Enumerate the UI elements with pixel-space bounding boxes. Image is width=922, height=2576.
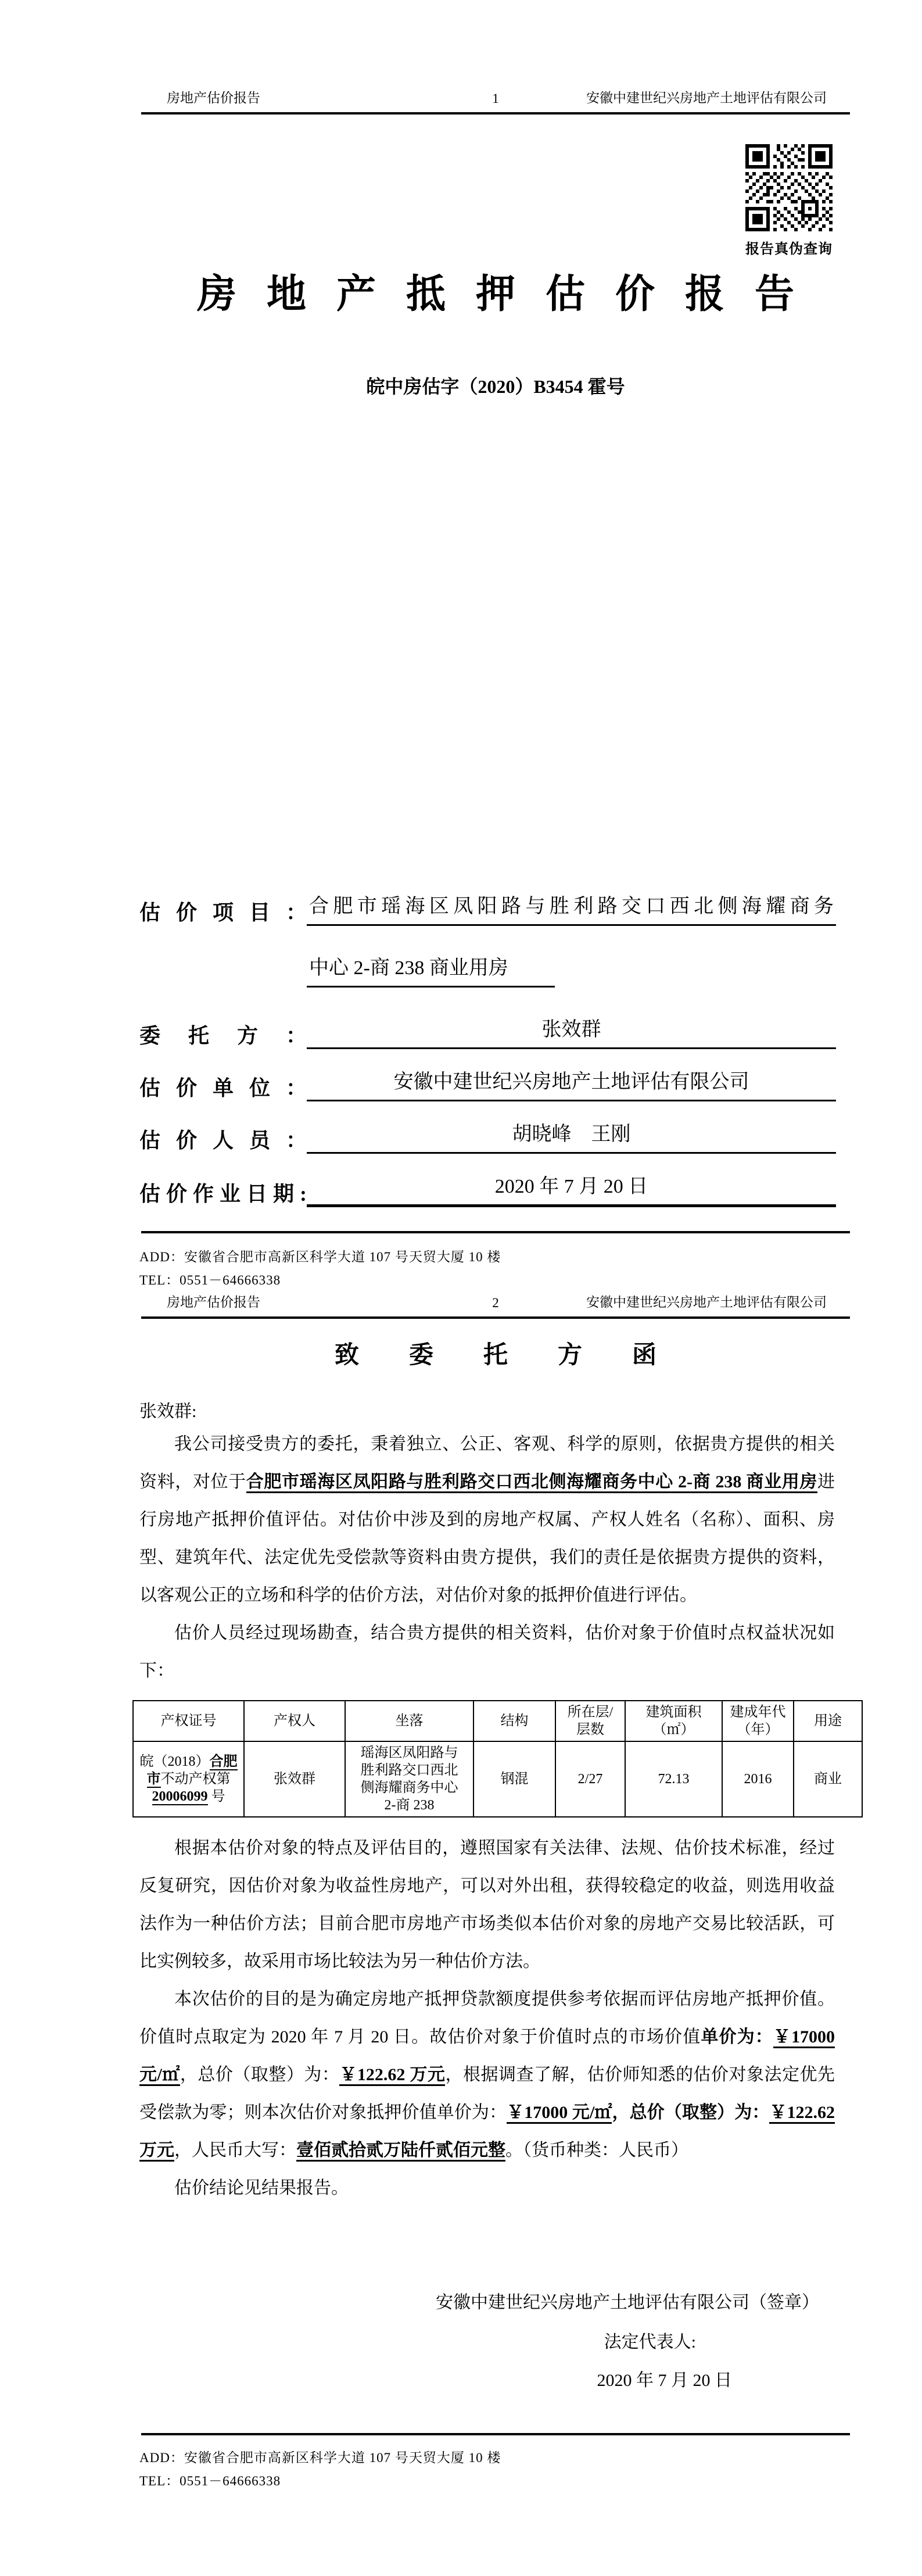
- letter-salutation: 张效群:: [139, 1402, 197, 1421]
- field-value-project-line1: 合肥市瑶海区凤阳路与胜利路交口西北侧海耀商务: [307, 894, 836, 926]
- p4-capitals-label: ，人民币大写：: [174, 2141, 296, 2160]
- page1-footer-phone: TEL：0551－64666338: [139, 1273, 281, 1287]
- p4-total-value-1: ￥122.62 万元: [339, 2065, 445, 2086]
- page1-running-header: [141, 87, 850, 115]
- field-value-agency: 安徽中建世纪兴房地产土地评估有限公司: [307, 1069, 836, 1101]
- cert-number-underlined: 20006099: [152, 1789, 208, 1804]
- page2-running-header: [141, 1291, 850, 1319]
- p4-total-label-2: ，总价（取整）为：: [612, 2103, 770, 2122]
- page2-footer-address: ADD：安徽省合肥市高新区科学大道 107 号天贸大厦 10 楼: [139, 2450, 501, 2465]
- p1-subject-property: 合肥市瑶海区凤阳路与胜利路交口西北侧海耀商务中心 2-商 238 商业用房: [246, 1472, 817, 1493]
- field-label-client: 委托方：: [139, 1024, 307, 1048]
- header-doc-type: 房地产估价报告: [167, 91, 260, 105]
- paragraph-inspection: 估价人员经过现场勘查，结合贵方提供的相关资料，估价对象于价值时点权益状况如下：: [139, 1623, 835, 1680]
- field-row-date: [139, 1174, 836, 1207]
- cell-usage: 商业: [794, 1741, 862, 1817]
- p1-text-pre: 我公司接受贵方的委托，秉着独立、公正、客观、科学的原则，依据贵方提供的相关资料，对位于: [139, 1434, 835, 1491]
- col-header-usage: 用途: [794, 1701, 862, 1741]
- letter-title: 致委托方函: [334, 1342, 706, 1369]
- field-value-client: 张效群: [307, 1017, 836, 1049]
- qr-caption: 报告真伪查询: [745, 242, 833, 257]
- p4-text-pre: 本次估价的目的是为确定房地产抵押贷款额度提供参考依据而评估房地产抵押价值。价值时点取定为 2020 年 7 月 20 日。故估价对象于价值时点的市场价值: [139, 1990, 835, 2047]
- field-label-project: 估价项目：: [139, 901, 307, 925]
- p4-mortgage-unit-price: ￥17000 元/㎡: [507, 2103, 612, 2124]
- field-label-date: 估价作业日期:: [139, 1182, 307, 1206]
- cert-suffix: 号: [207, 1789, 225, 1804]
- field-row-project-line2: [307, 956, 555, 988]
- col-header-owner: 产权人: [244, 1701, 345, 1741]
- p4-unit-price-value: ￥17000 元/㎡: [139, 2027, 835, 2086]
- qr-verification-block: [742, 144, 835, 257]
- p4-total-label-1: ，总价（取整）为：: [180, 2065, 340, 2084]
- signature-company-seal: 安徽中建世纪兴房地产土地评估有限公司（签章）: [436, 2293, 819, 2312]
- p4-text-post: 。（货币种类：人民币）: [505, 2141, 688, 2160]
- report-number: 皖中房估字（2020）B3454 霍号: [366, 376, 625, 397]
- field-label-agency: 估价单位：: [139, 1076, 307, 1100]
- cell-structure: 钢混: [473, 1741, 555, 1817]
- paragraph-valuation-result: [139, 1980, 835, 2169]
- page1-footer-address: ADD：安徽省合肥市高新区科学大道 107 号天贸大厦 10 楼: [139, 1250, 501, 1264]
- property-table-wrapper: [132, 1700, 842, 1817]
- p4-text-mid: ，根据调查了解，估价师知悉的估价对象法定优先受偿款为零；则本次估价对象抵押价值单价为：: [139, 2065, 835, 2122]
- signature-legal-representative: 法定代表人:: [604, 2332, 696, 2352]
- p4-amount-in-capitals: 壹佰贰拾贰万陆仟贰佰元整: [296, 2141, 505, 2162]
- cell-floor: 2/27: [555, 1741, 625, 1817]
- qr-code-image: [745, 144, 833, 231]
- cert-middle: 不动产权第: [160, 1772, 231, 1787]
- col-header-location: 坐落: [345, 1701, 473, 1741]
- table-header-row: [133, 1701, 862, 1741]
- col-header-cert-no: 产权证号: [133, 1701, 244, 1741]
- field-value-date: 2020 年 7 月 20 日: [307, 1174, 836, 1207]
- field-row-staff: [139, 1122, 836, 1154]
- cell-owner: 张效群: [244, 1741, 345, 1817]
- p4-unit-price-label: 单价为：: [701, 2027, 773, 2047]
- page2-footer-phone: TEL：0551－64666338: [139, 2474, 281, 2488]
- cell-cert-no: [133, 1741, 244, 1817]
- col-header-structure: 结构: [473, 1701, 555, 1741]
- col-header-year: 建成年代（年）: [722, 1701, 794, 1741]
- report-title: 房地产抵押估价报告: [196, 272, 824, 316]
- header-company-name: 安徽中建世纪兴房地产土地评估有限公司: [586, 1295, 827, 1310]
- field-row-agency: [139, 1069, 836, 1101]
- field-label-staff: 估价人员：: [139, 1129, 307, 1153]
- field-row-project: [139, 894, 836, 926]
- paragraph-methodology: 根据本估价对象的特点及评估目的，遵照国家有关法律、法规、估价技术标准，经过反复研究，因估价对象为收益性房地产，可以对外出租，获得较稳定的收益，则选用收益法作为一种估价方法；目前合肥市房地产市场类似本估价对象的房地产交易比较活跃，可比实例较多，故采用市场比较法为另一种估价方法。: [139, 1838, 835, 1971]
- cert-city-underlined: 合肥市: [146, 1754, 238, 1787]
- letter-body: [139, 1425, 842, 2207]
- header-company-name: 安徽中建世纪兴房地产土地评估有限公司: [586, 91, 827, 105]
- col-header-area: 建筑面积（㎡）: [625, 1701, 722, 1741]
- page1-footer-rule: [141, 1231, 850, 1233]
- paragraph-engagement: [139, 1425, 835, 1614]
- cert-prefix: 皖（2018）: [139, 1754, 210, 1769]
- field-value-staff: 胡晓峰 王刚: [307, 1122, 836, 1154]
- header-page-number: 2: [492, 1296, 499, 1310]
- page2-footer-rule: [141, 2433, 850, 2435]
- property-table: [132, 1700, 863, 1817]
- signature-date: 2020 年 7 月 20 日: [597, 2371, 732, 2390]
- p4-total-value-2: ￥122.62 万元: [139, 2103, 835, 2162]
- field-value-project-line2: 中心 2-商 238 商业用房: [307, 956, 555, 988]
- p1-text-post: 进行房地产抵押价值评估。对估价中涉及到的房地产权属、产权人姓名（名称）、面积、房型、建筑年代、法定优先受偿款等资料由贵方提供，我们的责任是依据贵方提供的资料，以客观公正的立场和科学的估价方法，对估价对象的抵押价值进行评估。: [139, 1472, 835, 1605]
- paragraph-conclusion-note: 估价结论见结果报告。: [174, 2178, 349, 2198]
- field-row-client: [139, 1017, 836, 1049]
- col-header-floor: 所在层/层数: [555, 1701, 625, 1741]
- cell-location: 瑶海区凤阳路与胜利路交口西北侧海耀商务中心 2-商 238: [345, 1741, 473, 1817]
- header-page-number: 1: [492, 91, 499, 106]
- table-row: [133, 1741, 862, 1817]
- cell-area: 72.13: [625, 1741, 722, 1817]
- cell-year: 2016: [722, 1741, 794, 1817]
- header-doc-type: 房地产估价报告: [167, 1295, 260, 1310]
